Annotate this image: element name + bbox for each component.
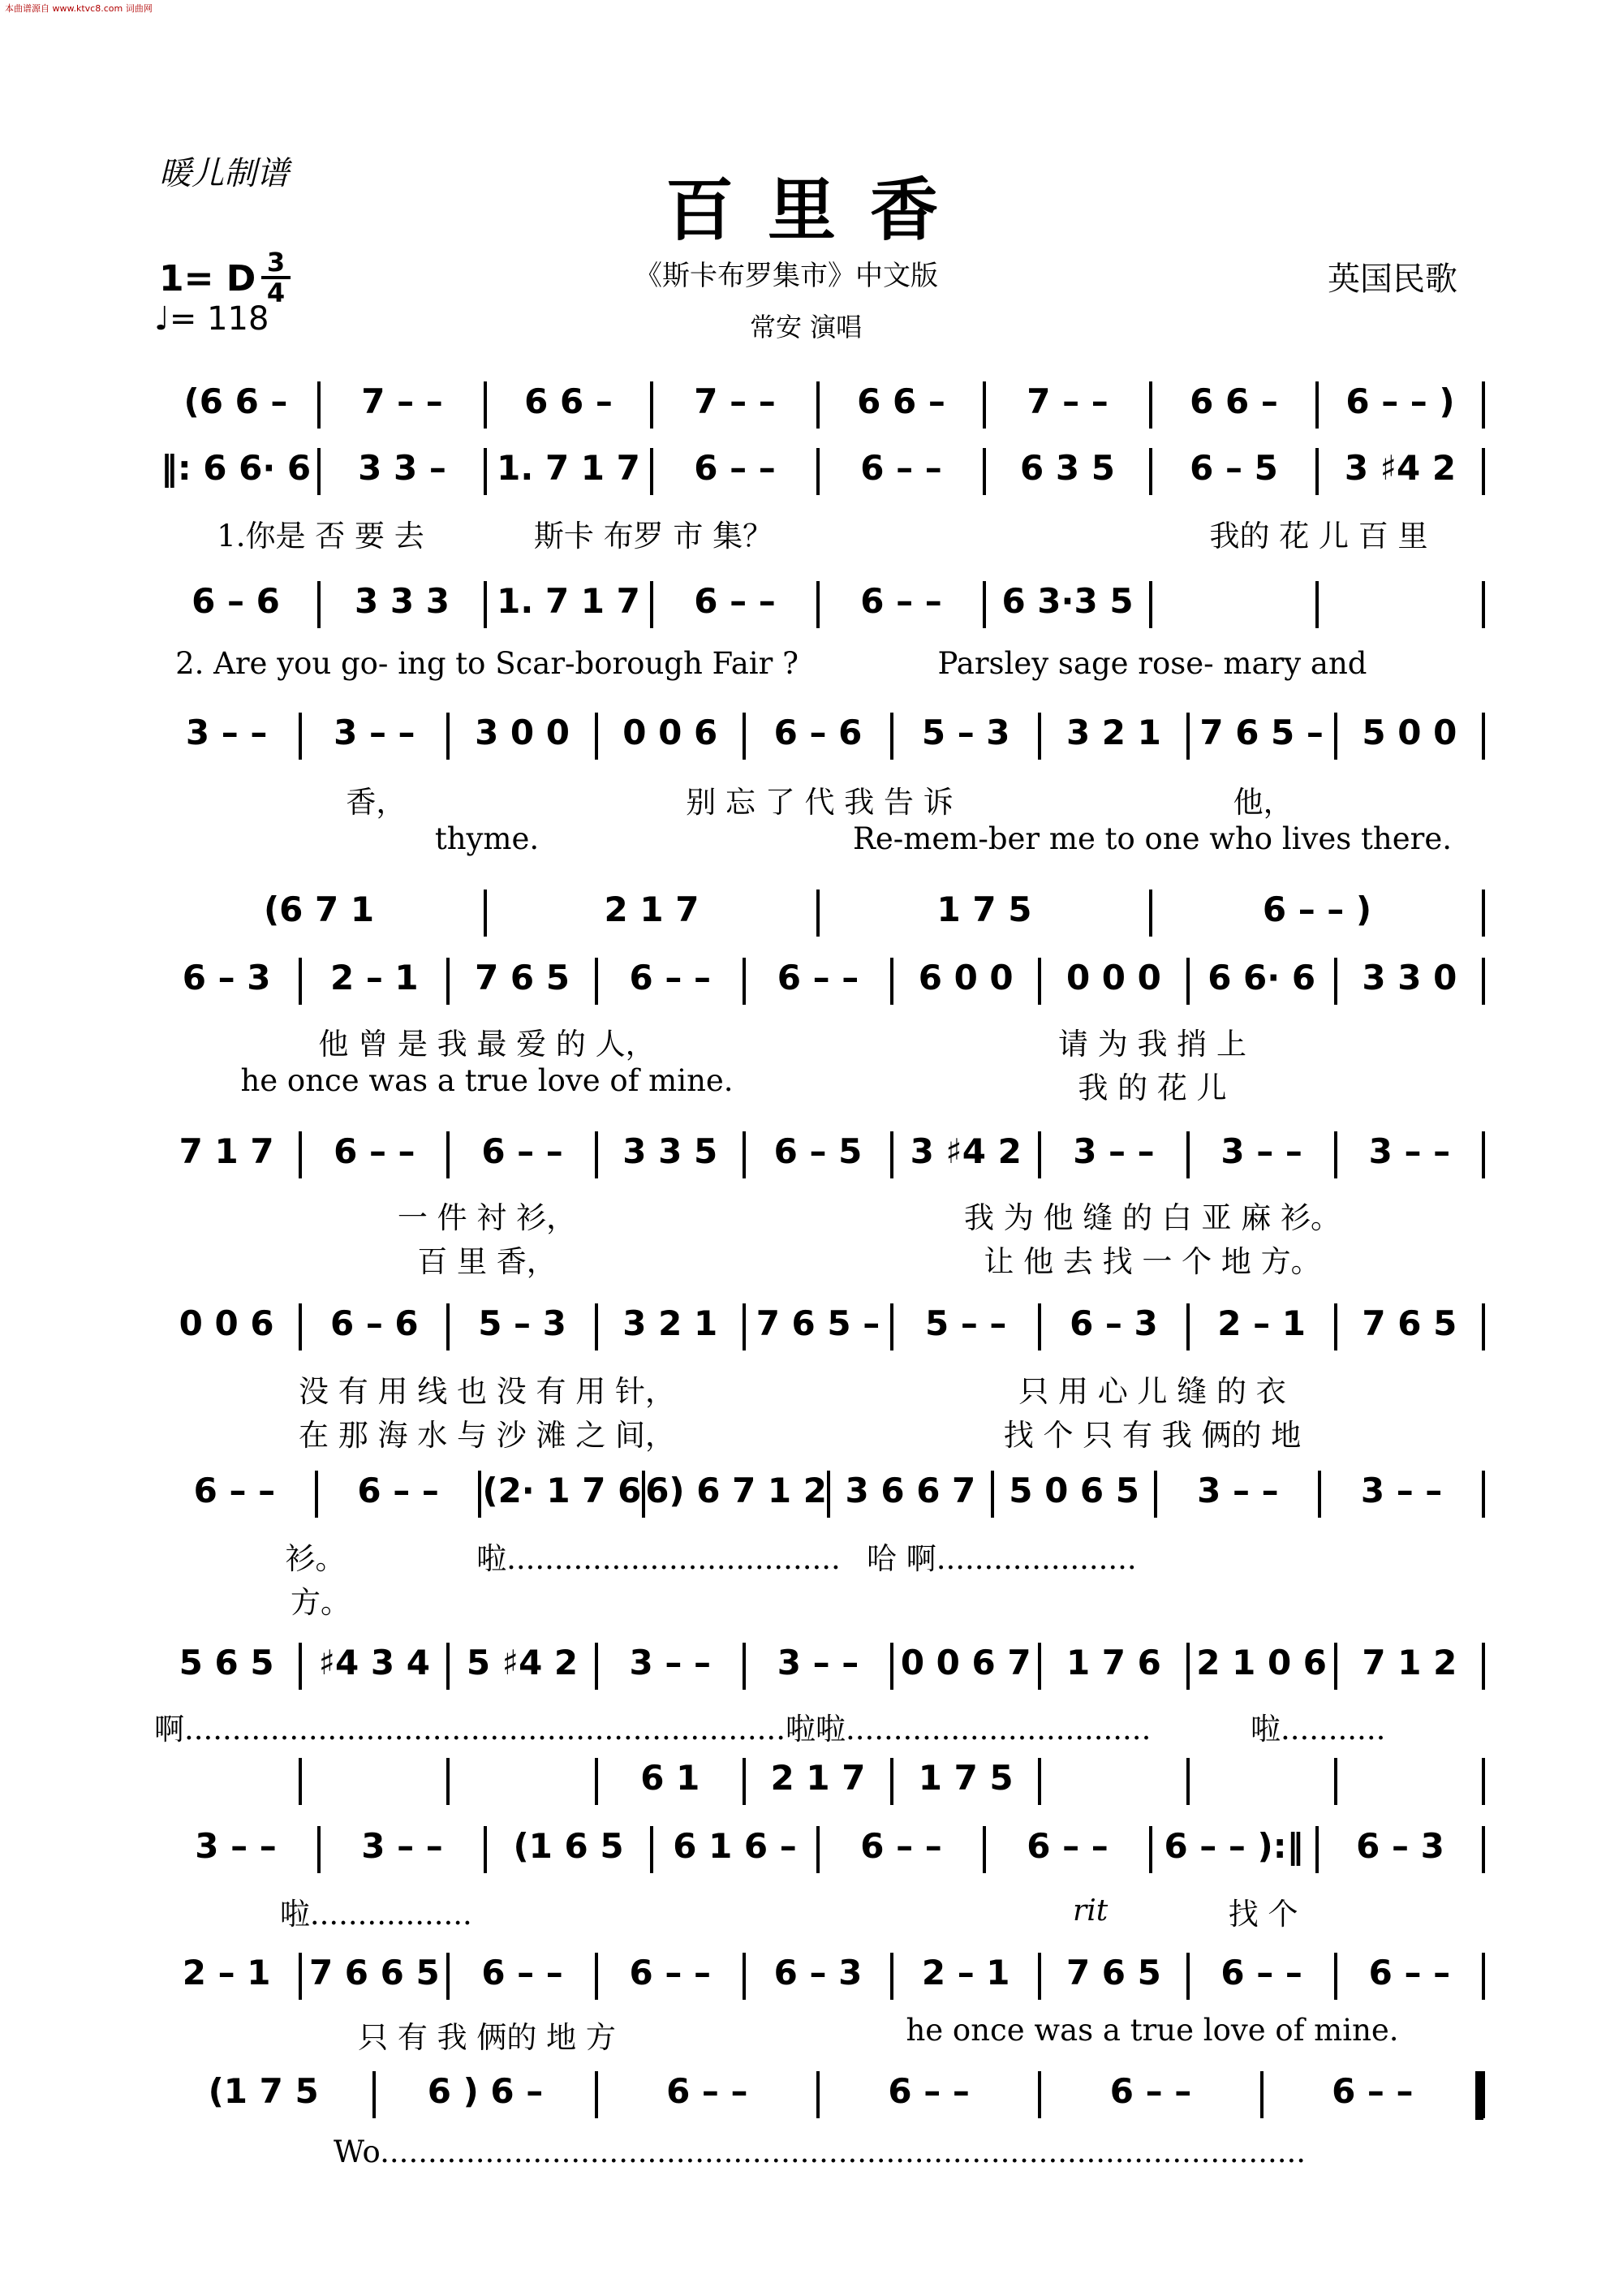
- barline: [1149, 581, 1152, 628]
- barline: [1482, 1826, 1485, 1873]
- lyric-segment: 我 为 他 缝 的 白 亚 麻 衫。: [963, 1200, 1341, 1235]
- barline: [1482, 1303, 1485, 1350]
- measure: 3 3 5: [622, 1131, 718, 1171]
- measure: 6 – –: [888, 2071, 970, 2111]
- lyric-row: [154, 1367, 1485, 1409]
- notation-row: [154, 1758, 1485, 1810]
- final-barline: [1475, 2071, 1483, 2120]
- measure: 6 – –: [629, 958, 711, 997]
- lyric-segment: 1.你是 否 要 去: [217, 519, 424, 554]
- notation-row: [154, 1826, 1485, 1878]
- time-signature: [261, 247, 291, 308]
- lyric-row: [154, 1889, 1485, 1932]
- lyric-segment: 我 的 花 儿: [1078, 1070, 1227, 1105]
- measure: 6 – –: [860, 1826, 942, 1866]
- measure: 6 – 5: [1190, 448, 1278, 488]
- measure: 6 – –: [777, 958, 859, 997]
- barline: [1482, 448, 1485, 495]
- measure: (6 6 –: [183, 381, 288, 421]
- measure: 6 1: [640, 1758, 700, 1798]
- measure: 6 – –: [860, 448, 942, 488]
- key-signature: 1= D: [159, 258, 256, 299]
- measure: 0 0 6: [179, 1303, 274, 1343]
- measure: 6 0 0: [918, 958, 1014, 997]
- measure: 3 2 1: [1065, 713, 1161, 752]
- measure: 6 – –: [1368, 1953, 1451, 1992]
- barline: [1334, 1758, 1337, 1805]
- song-subtitle: 《斯卡布罗集市》中文版: [635, 260, 938, 292]
- barline: [1482, 1758, 1485, 1805]
- measure: 3 – –: [185, 713, 268, 752]
- barline: [1315, 581, 1319, 628]
- measure: 5 – 3: [478, 1303, 566, 1343]
- meter-bottom: 4: [266, 278, 286, 308]
- lyric-segment: 别 忘 了 代 我 告 诉: [686, 785, 954, 820]
- lyric-segment: 只 用 心 儿 缝 的 衣: [1018, 1374, 1286, 1409]
- lyric-segment: 啦...........: [1250, 1712, 1386, 1747]
- measure: 2 1 0 6: [1196, 1643, 1328, 1682]
- measure: 7 6 5 –: [756, 1303, 880, 1343]
- notation-row: [154, 1131, 1485, 1183]
- measure: 0 0 0: [1065, 958, 1161, 997]
- lyric-segment: 在 那 海 水 与 沙 滩 之 间，: [298, 1418, 676, 1453]
- measure: 6 – –: [193, 1471, 276, 1510]
- measure: 3 ♯4 2: [1344, 448, 1457, 488]
- measure: 1 7 6: [1065, 1643, 1161, 1682]
- measure: 6 – –: [629, 1953, 711, 1992]
- measure: 2 1 7: [770, 1758, 866, 1798]
- lyric-segment: 他 曾 是 我 最 爱 的 人，: [318, 1027, 656, 1062]
- measure: 6 6 –: [524, 381, 613, 421]
- measure: 1. 7 1 7: [497, 448, 640, 488]
- measure: 2 – 1: [1217, 1303, 1306, 1343]
- measure: 6 ) 6 –: [427, 2071, 544, 2111]
- lyric-segment: thyme.: [434, 821, 540, 856]
- measure: 3 – –: [1073, 1131, 1155, 1171]
- measure: 6 – 6: [192, 581, 280, 621]
- lyric-segment: 他，: [1233, 785, 1294, 820]
- lyric-segment: 请 为 我 捎 上: [1057, 1027, 1247, 1062]
- barline: [1482, 713, 1485, 760]
- barline: [446, 1758, 450, 1805]
- barline: [1482, 1131, 1485, 1178]
- measure: 6 – 6: [773, 713, 863, 752]
- lyric-segment: 啦...................................: [476, 1541, 841, 1576]
- notation-row: [154, 1303, 1485, 1355]
- measure: 7 6 6 5: [308, 1953, 440, 1992]
- measure: 6 – –: [481, 1131, 563, 1171]
- measure: 6 – 3: [1356, 1826, 1444, 1866]
- arranger-credit: 暖儿制谱: [159, 155, 289, 192]
- lyric-row: [154, 1534, 1485, 1576]
- measure: 7 6 5: [1362, 1303, 1457, 1343]
- lyric-segment: 找 个 只 有 我 俩的 地: [1003, 1418, 1302, 1453]
- measure: 6 3·3 5: [1001, 581, 1134, 621]
- tempo-marking: ♩= 118: [154, 300, 269, 338]
- measure: 5 0 0: [1362, 713, 1457, 752]
- lyric-row: [154, 778, 1485, 820]
- measure: 3 – –: [334, 713, 415, 752]
- lyric-row: [154, 1578, 1485, 1620]
- lyric-segment: 衫。: [285, 1541, 346, 1576]
- meter-top: 3: [266, 247, 286, 278]
- measure: 6) 6 7 1 2: [645, 1471, 828, 1510]
- lyric-row: [154, 2013, 1485, 2055]
- measure: 6 – –: [357, 1471, 439, 1510]
- measure: 6 – 3: [773, 1953, 863, 1992]
- measure: 2 – 1: [921, 1953, 1010, 1992]
- lyric-segment: 2. Are you go- ing to Scar-borough Fair ?: [175, 646, 799, 681]
- measure: ‖: 6 6· 6: [160, 448, 312, 488]
- measure: 5 6 5: [179, 1643, 274, 1682]
- lyric-segment: 方。: [291, 1585, 351, 1620]
- measure: 6 – –: [1332, 2071, 1414, 2111]
- measure: 6 – 3: [182, 958, 271, 997]
- lyric-segment: Re-mem-ber me to one who lives there.: [853, 821, 1452, 856]
- lyric-segment: 一 件 衬 衫，: [397, 1200, 577, 1235]
- measure: (1 7 5: [208, 2071, 319, 2111]
- barline: [1482, 1953, 1485, 2000]
- measure: 5 – –: [924, 1303, 1007, 1343]
- measure: 3 – –: [361, 1826, 443, 1866]
- measure: 6 – – ):‖: [1164, 1826, 1304, 1866]
- lyric-segment: 百 里 香，: [417, 1244, 557, 1279]
- top-banner: 本曲谱源自 www.ktvc8.com 词曲网: [5, 3, 153, 14]
- singer-credit: 常安 演唱: [750, 312, 863, 342]
- song-title: 百里香: [665, 170, 973, 250]
- measure: 6 – 6: [329, 1303, 419, 1343]
- notation-row: [154, 448, 1485, 500]
- measure: 6 – – ): [1345, 381, 1455, 421]
- lyric-row: [154, 1063, 1485, 1105]
- measure: 6 1 6 –: [673, 1826, 797, 1866]
- notation-row: [154, 581, 1485, 633]
- notation-row: [154, 381, 1485, 433]
- barline: [1186, 1758, 1190, 1805]
- lyric-segment: he once was a true love of mine.: [906, 2013, 1399, 2048]
- measure: 3 – –: [1360, 1471, 1443, 1510]
- measure: 6 – –: [334, 1131, 415, 1171]
- lyric-row: [154, 1237, 1485, 1279]
- barline: [1482, 890, 1485, 937]
- measure: 5 ♯4 2: [466, 1643, 579, 1682]
- lyric-row: [154, 2134, 1485, 2173]
- measure: 5 0 6 5: [1009, 1471, 1139, 1510]
- measure: 7 – –: [361, 381, 443, 421]
- lyric-segment: 斯卡 布罗 市 集？: [533, 519, 773, 554]
- measure: 3 3 0: [1362, 958, 1457, 997]
- barline: [1038, 1758, 1041, 1805]
- measure: 7 6 5: [475, 958, 570, 997]
- lyric-row: [154, 1019, 1485, 1062]
- measure: 7 1 7: [179, 1131, 274, 1171]
- measure: 3 6 6 7: [845, 1471, 976, 1510]
- measure: 2 – 1: [182, 1953, 271, 1992]
- measure: 6 – –: [860, 581, 942, 621]
- measure: 6 – –: [1027, 1826, 1109, 1866]
- lyric-row: [154, 1704, 1485, 1747]
- lyric-segment: 我的 花 儿 百 里: [1209, 519, 1428, 554]
- measure: 1. 7 1 7: [497, 581, 640, 621]
- lyric-segment: 没 有 用 线 也 没 有 用 针，: [298, 1374, 676, 1409]
- measure: 6 6· 6: [1208, 958, 1316, 997]
- measure: 6 – –: [1109, 2071, 1192, 2111]
- measure: 3 2 1: [622, 1303, 718, 1343]
- measure: 6 – –: [1220, 1953, 1302, 1992]
- measure: 6 – –: [481, 1953, 563, 1992]
- measure: 6 – –: [694, 448, 776, 488]
- lyric-row: [154, 1193, 1485, 1235]
- measure: (1 6 5: [513, 1826, 624, 1866]
- measure: 3 – –: [629, 1643, 711, 1682]
- measure: 7 1 2: [1362, 1643, 1457, 1682]
- measure: 3 – –: [1368, 1131, 1451, 1171]
- measure: 3 – –: [1220, 1131, 1302, 1171]
- measure: 3 0 0: [475, 713, 570, 752]
- measure: 6 – –: [666, 2071, 748, 2111]
- barline: [1482, 958, 1485, 1005]
- measure: 7 6 5: [1065, 1953, 1161, 1992]
- measure: 6 – –: [694, 581, 776, 621]
- notation-row: [154, 1471, 1485, 1523]
- lyric-segment: he once was a true love of mine.: [240, 1063, 734, 1098]
- lyric-segment: 啊...............................................................: [154, 1712, 786, 1747]
- measure: 3 3 3: [355, 581, 450, 621]
- measure: 6 3 5: [1020, 448, 1115, 488]
- lyric-row: [154, 1411, 1485, 1453]
- lyric-segment: 啦.................: [279, 1897, 472, 1932]
- measure: 1 7 5: [918, 1758, 1014, 1798]
- lyric-segment: Wo.................................................................................................: [334, 2134, 1306, 2169]
- measure: 3 ♯4 2: [910, 1131, 1022, 1171]
- measure: ♯4 3 4: [318, 1643, 430, 1682]
- measure: 7 – –: [1027, 381, 1109, 421]
- measure: 6 – 5: [773, 1131, 863, 1171]
- notation-row: [154, 1953, 1485, 2005]
- measure: 5 – 3: [921, 713, 1010, 752]
- barline: [299, 1758, 302, 1805]
- measure: 7 6 5 –: [1199, 713, 1324, 752]
- notation-row: [154, 2071, 1485, 2123]
- lyric-row: [154, 511, 1485, 554]
- measure: 0 0 6: [622, 713, 718, 752]
- notation-row: [154, 713, 1485, 765]
- lyric-segment: 让 他 去 找 一 个 地 方。: [984, 1244, 1321, 1279]
- lyric-segment: 哈 啊.....................: [866, 1541, 1137, 1576]
- notation-row: [154, 958, 1485, 1010]
- measure: (2· 1 7 6: [482, 1471, 642, 1510]
- lyric-segment: 啦啦................................: [785, 1712, 1152, 1747]
- barline: [1482, 1471, 1485, 1518]
- measure: 6 6 –: [1190, 381, 1278, 421]
- notation-row: [154, 1643, 1485, 1695]
- measure: 1 7 5: [936, 890, 1032, 929]
- lyric-segment: 香，: [346, 785, 407, 820]
- notation-row: [154, 890, 1485, 941]
- lyric-row: [154, 821, 1485, 860]
- barline: [1482, 381, 1485, 429]
- measure: 3 – –: [777, 1643, 859, 1682]
- lyric-segment: 找 个: [1228, 1897, 1298, 1932]
- measure: 6 6 –: [857, 381, 945, 421]
- measure: (6 7 1: [263, 890, 375, 929]
- measure: 2 1 7: [604, 890, 700, 929]
- lyric-segment: Parsley sage rose- mary and: [937, 646, 1367, 681]
- ritardando-mark: rit: [1073, 1894, 1109, 1928]
- song-origin: 英国民歌: [1328, 261, 1457, 298]
- barline: [1482, 581, 1485, 628]
- lyric-segment: 只 有 我 俩的 地 方: [358, 2020, 616, 2055]
- lyric-row: [154, 646, 1485, 685]
- measure: 2 – 1: [329, 958, 419, 997]
- measure: 3 3 –: [358, 448, 446, 488]
- measure: 7 – –: [694, 381, 776, 421]
- measure: 6 – – ): [1262, 890, 1372, 929]
- measure: 3 – –: [195, 1826, 277, 1866]
- measure: 3 – –: [1197, 1471, 1279, 1510]
- barline: [1482, 1643, 1485, 1690]
- measure: 6 – 3: [1070, 1303, 1158, 1343]
- measure: 0 0 6 7: [900, 1643, 1031, 1682]
